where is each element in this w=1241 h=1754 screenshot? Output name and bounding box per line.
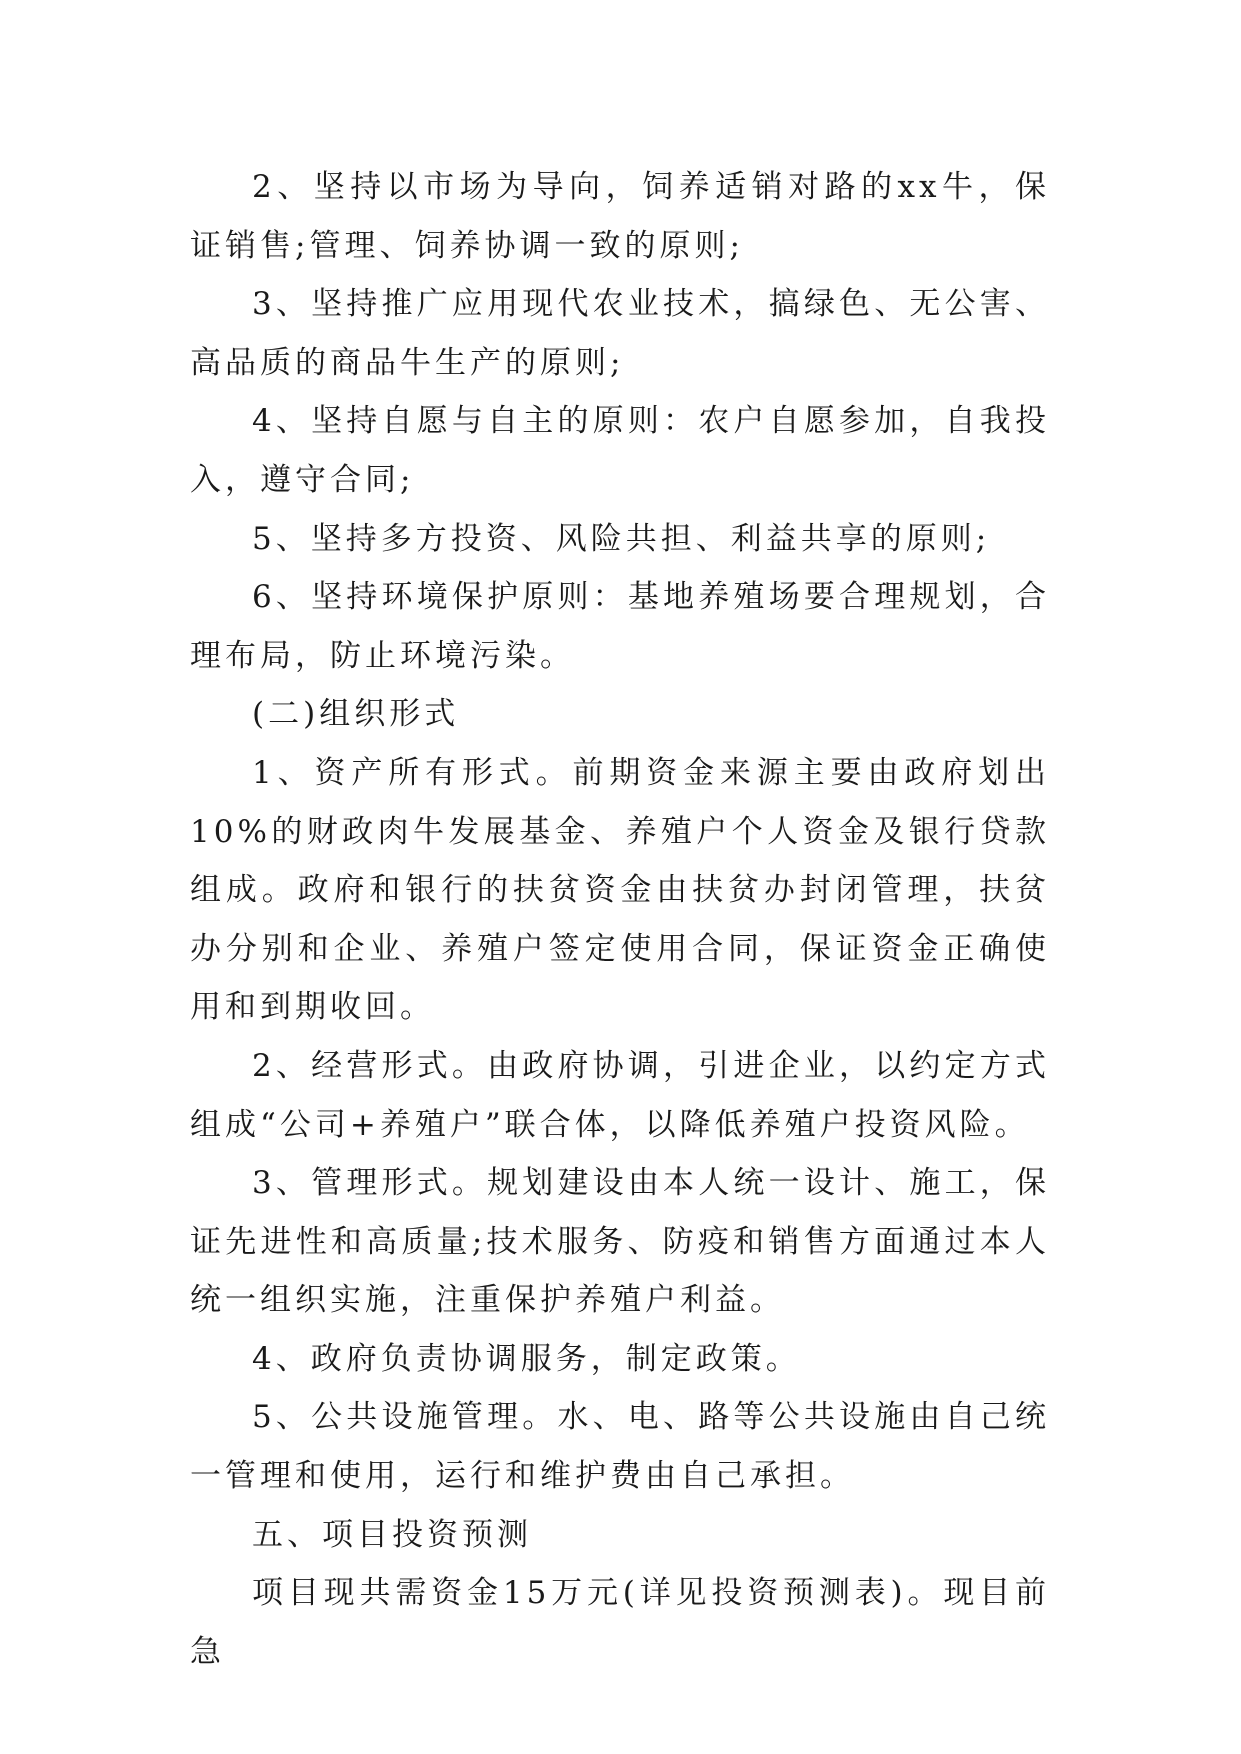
paragraph-principle-5: 5、坚持多方投资、风险共担、利益共享的原则; bbox=[252, 520, 991, 557]
paragraph-principle-2: 2、坚持以市场为导向，饲养适销对路的xx牛，保证销售;管理、饲养协调一致的原则; bbox=[190, 169, 1050, 264]
paragraph-government-role: 4、政府负责协调服务，制定政策。 bbox=[252, 1340, 801, 1377]
paragraph-operation-form: 2、经营形式。由政府协调，引进企业，以约定方式组成“公司+养殖户”联合体，以降低养殖户投资风险。 bbox=[190, 1047, 1050, 1143]
section-heading-investment: 五、项目投资预测 bbox=[252, 1516, 532, 1553]
paragraph-asset-ownership: 1、资产所有形式。前期资金来源主要由政府划出10%的财政肉牛发展基金、养殖户个人资金及银行贷款组成。政府和银行的扶贫资金由扶贫办封闭管理，扶贫办分别和企业、养殖户签定使用合同，保证资金正确使用和到期收回。 bbox=[190, 754, 1050, 1026]
paragraph-principle-3: 3、坚持推广应用现代农业技术，搞绿色、无公害、高品质的商品牛生产的原则; bbox=[190, 286, 1050, 381]
section-heading-organization: (二)组织形式 bbox=[252, 696, 460, 733]
paragraph-investment-need: 项目现共需资金15万元(详见投资预测表)。现目前急 bbox=[190, 1575, 1050, 1670]
paragraph-public-facilities: 5、公共设施管理。水、电、路等公共设施由自己统一管理和使用，运行和维护费由自己承担。 bbox=[190, 1399, 1050, 1495]
paragraph-principle-4: 4、坚持自愿与自主的原则：农户自愿参加，自我投入，遵守合同; bbox=[190, 403, 1050, 498]
paragraph-management-form: 3、管理形式。规划建设由本人统一设计、施工，保证先进性和高质量;技术服务、防疫和销售方面通过本人统一组织实施，注重保护养殖户利益。 bbox=[190, 1165, 1050, 1319]
document-body bbox=[190, 158, 1050, 1681]
paragraph-principle-6: 6、坚持环境保护原则：基地养殖场要合理规划，合理布局，防止环境污染。 bbox=[190, 579, 1050, 674]
